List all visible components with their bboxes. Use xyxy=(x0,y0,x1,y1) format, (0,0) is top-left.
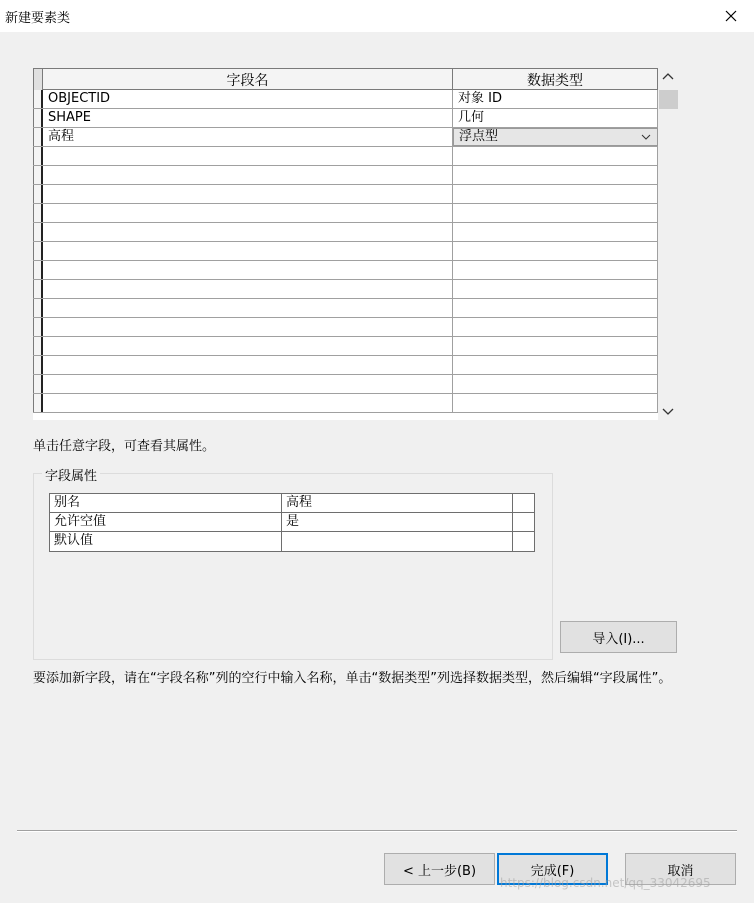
row-selector[interactable] xyxy=(33,223,43,241)
row-selector[interactable] xyxy=(33,318,43,336)
table-row[interactable] xyxy=(33,128,658,147)
row-selector[interactable] xyxy=(33,280,43,298)
row-selector[interactable] xyxy=(33,337,43,355)
data-type-cell[interactable] xyxy=(453,185,658,203)
empty-table-row[interactable] xyxy=(33,166,658,185)
property-value[interactable] xyxy=(282,532,513,551)
grid-header xyxy=(33,68,658,90)
header-field-name[interactable]: 字段名 xyxy=(43,68,453,90)
row-selector[interactable] xyxy=(33,166,43,184)
chevron-up-icon[interactable] xyxy=(662,72,674,80)
close-button[interactable] xyxy=(708,0,754,32)
property-extra xyxy=(513,494,534,512)
data-type-cell[interactable] xyxy=(453,299,658,317)
property-extra xyxy=(513,513,534,531)
property-key: 别名 xyxy=(50,494,282,512)
empty-table-row[interactable] xyxy=(33,375,658,394)
back-button[interactable]: < 上一步(B) xyxy=(384,853,495,885)
property-value[interactable]: 是 xyxy=(282,513,513,531)
data-type-select[interactable] xyxy=(453,128,658,146)
field-name-cell[interactable] xyxy=(43,147,453,165)
import-button[interactable]: 导入(I)... xyxy=(560,621,677,653)
field-name-cell[interactable] xyxy=(43,166,453,184)
field-name-cell[interactable] xyxy=(43,280,453,298)
row-selector[interactable] xyxy=(33,204,43,222)
row-selector[interactable] xyxy=(33,299,43,317)
title-bar xyxy=(0,0,754,32)
table-row[interactable] xyxy=(33,109,658,128)
window-title: 新建要素类 xyxy=(5,11,71,26)
data-type-cell[interactable] xyxy=(453,318,658,336)
data-type-cell[interactable] xyxy=(453,280,658,298)
property-key: 默认值 xyxy=(50,532,282,551)
field-name-cell[interactable] xyxy=(43,185,453,203)
grid-hint: 单击任意字段，可查看其属性。 xyxy=(33,439,216,454)
field-name-cell[interactable] xyxy=(43,394,453,412)
data-type-cell[interactable] xyxy=(453,242,658,260)
field-name-cell[interactable]: OBJECTID xyxy=(43,90,453,108)
property-row[interactable] xyxy=(50,494,534,513)
row-selector-header xyxy=(33,68,43,90)
field-name-cell[interactable] xyxy=(43,204,453,222)
row-selector[interactable] xyxy=(33,375,43,393)
empty-table-row[interactable] xyxy=(33,242,658,261)
field-properties-table[interactable] xyxy=(49,493,535,552)
empty-table-row[interactable] xyxy=(33,147,658,166)
grid-body xyxy=(33,90,658,413)
close-icon xyxy=(725,10,737,22)
data-type-cell[interactable] xyxy=(453,394,658,412)
empty-table-row[interactable] xyxy=(33,356,658,375)
data-type-cell[interactable]: 对象 ID xyxy=(453,90,658,108)
row-selector[interactable] xyxy=(33,394,43,412)
empty-table-row[interactable] xyxy=(33,318,658,337)
data-type-cell[interactable] xyxy=(453,356,658,374)
data-type-cell[interactable] xyxy=(453,204,658,222)
row-selector[interactable] xyxy=(33,356,43,374)
row-selector[interactable] xyxy=(33,109,43,127)
field-name-cell[interactable] xyxy=(43,337,453,355)
property-key: 允许空值 xyxy=(50,513,282,531)
data-type-cell[interactable]: 几何 xyxy=(453,109,658,127)
empty-table-row[interactable] xyxy=(33,394,658,413)
field-name-cell[interactable] xyxy=(43,375,453,393)
property-extra xyxy=(513,532,534,551)
empty-table-row[interactable] xyxy=(33,299,658,318)
field-name-cell[interactable] xyxy=(43,318,453,336)
empty-table-row[interactable] xyxy=(33,280,658,299)
field-name-cell[interactable] xyxy=(43,299,453,317)
field-name-cell[interactable] xyxy=(43,356,453,374)
data-type-cell[interactable] xyxy=(453,337,658,355)
data-type-cell[interactable] xyxy=(453,147,658,165)
data-type-cell[interactable] xyxy=(453,166,658,184)
row-selector[interactable] xyxy=(33,185,43,203)
empty-table-row[interactable] xyxy=(33,337,658,356)
cancel-button[interactable]: 取消 xyxy=(625,853,736,885)
field-name-cell[interactable] xyxy=(43,242,453,260)
empty-table-row[interactable] xyxy=(33,185,658,204)
field-name-cell[interactable]: 高程 xyxy=(43,128,453,146)
data-type-cell[interactable] xyxy=(453,261,658,279)
empty-table-row[interactable] xyxy=(33,261,658,280)
divider xyxy=(17,830,737,832)
scrollbar-thumb[interactable] xyxy=(659,90,678,109)
table-row[interactable] xyxy=(33,90,658,109)
chevron-down-icon xyxy=(641,134,651,140)
finish-button[interactable]: 完成(F) xyxy=(497,853,608,885)
field-name-cell[interactable] xyxy=(43,223,453,241)
empty-table-row[interactable] xyxy=(33,204,658,223)
row-selector[interactable] xyxy=(33,90,43,108)
data-type-value: 浮点型 xyxy=(459,129,499,144)
property-row[interactable] xyxy=(50,532,534,551)
chevron-down-icon[interactable] xyxy=(662,408,674,416)
header-data-type[interactable]: 数据类型 xyxy=(453,68,658,90)
field-name-cell[interactable]: SHAPE xyxy=(43,109,453,127)
fields-grid[interactable] xyxy=(33,68,679,420)
row-selector[interactable] xyxy=(33,242,43,260)
vertical-scrollbar[interactable] xyxy=(658,68,679,420)
row-selector[interactable] xyxy=(33,147,43,165)
field-properties-legend: 字段属性 xyxy=(42,465,100,484)
property-value[interactable]: 高程 xyxy=(282,494,513,512)
empty-table-row[interactable] xyxy=(33,223,658,242)
help-text: 要添加新字段，请在“字段名称”列的空行中输入名称，单击“数据类型”列选择数据类型，然后编辑“字段属性”。 xyxy=(33,671,672,686)
row-selector[interactable] xyxy=(33,261,43,279)
row-selector[interactable] xyxy=(33,128,43,146)
property-row[interactable] xyxy=(50,513,534,532)
watermark: https://blog.csdn.net/qq_33042695 xyxy=(500,876,711,890)
data-type-cell[interactable] xyxy=(453,223,658,241)
field-name-cell[interactable] xyxy=(43,261,453,279)
data-type-cell[interactable] xyxy=(453,375,658,393)
